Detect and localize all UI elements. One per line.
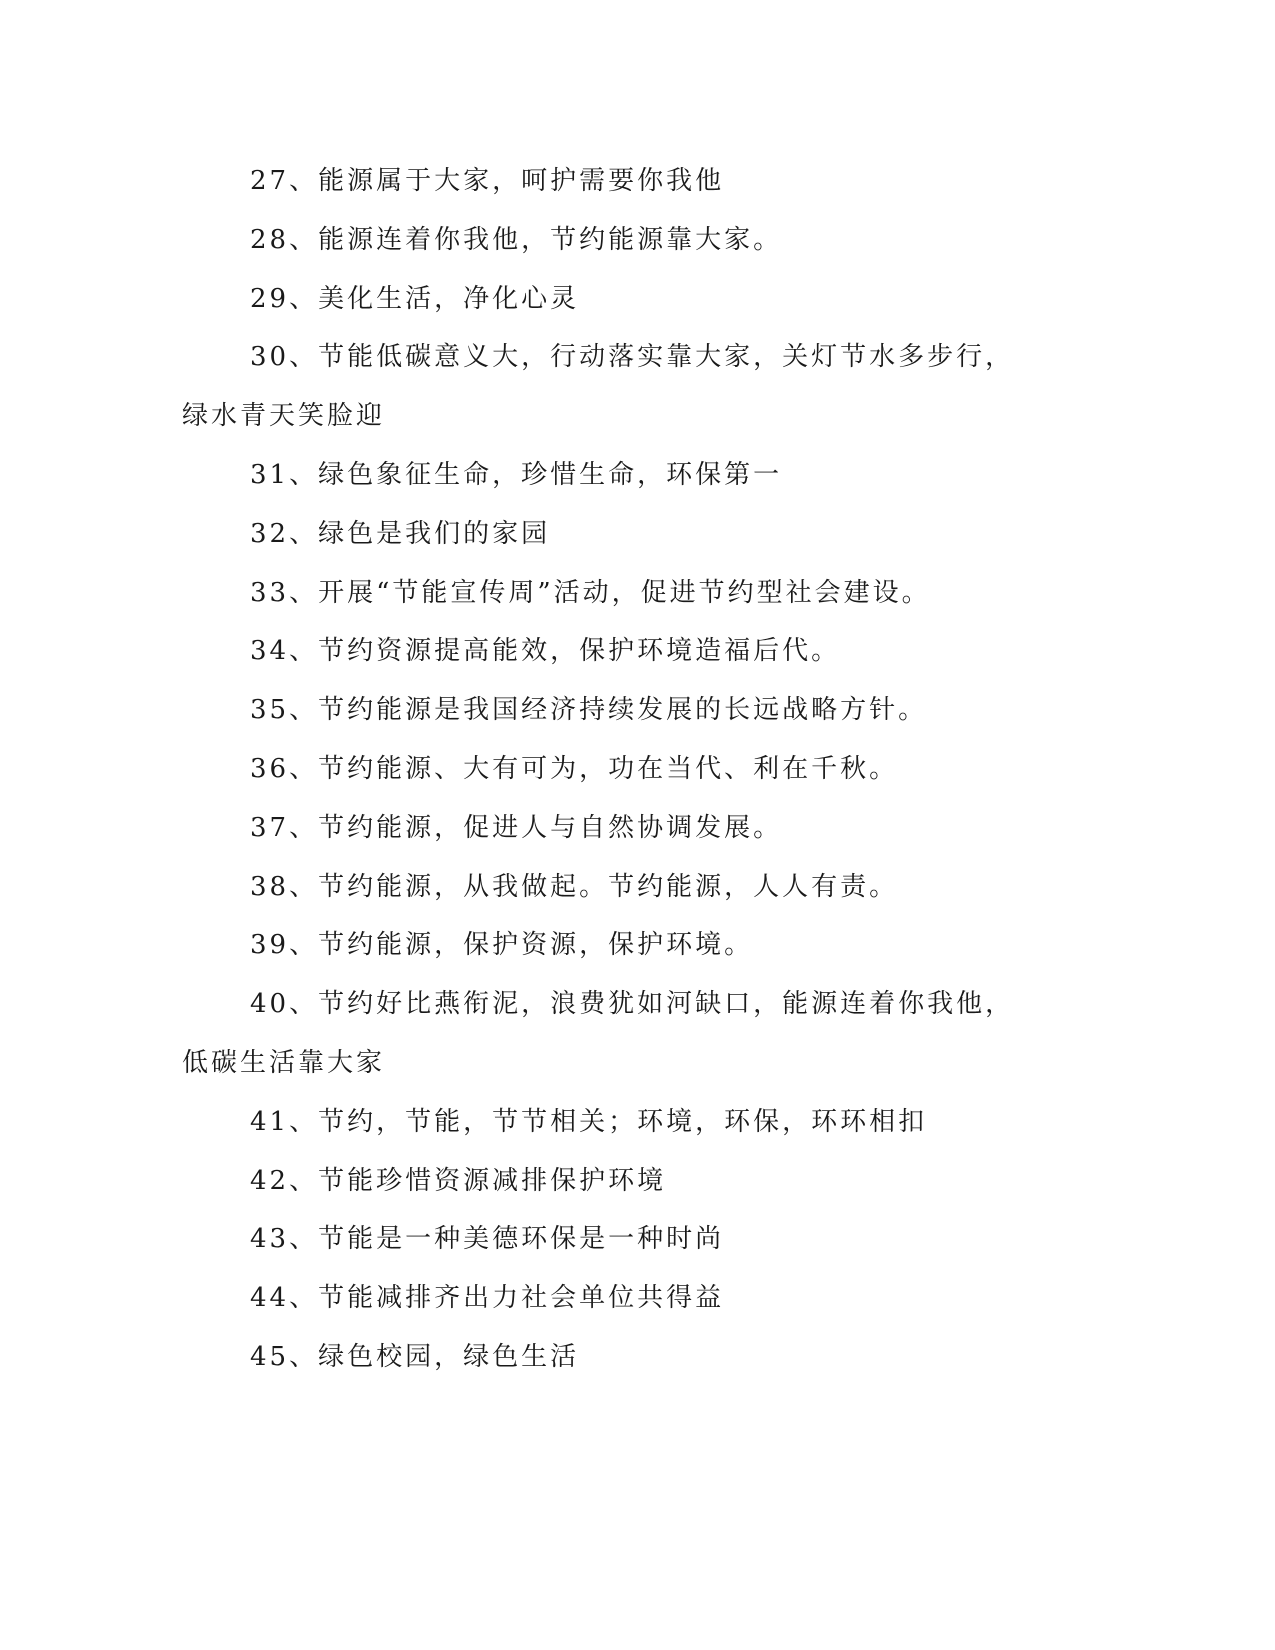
- slogan-item-28: 28、能源连着你我他，节约能源靠大家。: [250, 224, 783, 255]
- slogan-item-42: 42、节能珍惜资源减排保护环境: [250, 1165, 667, 1196]
- slogan-item-40: 40、节约好比燕衔泥，浪费犹如河缺口，能源连着你我他，低碳生活靠大家: [182, 989, 1015, 1078]
- slogan-item-36: 36、节约能源、大有可为，功在当代、利在千秋。: [250, 753, 899, 784]
- slogan-item-37: 37、节约能源，促进人与自然协调发展。: [250, 812, 783, 843]
- slogan-item-39: 39、节约能源，保护资源，保护环境。: [250, 930, 754, 961]
- slogan-item-31: 31、绿色象征生命，珍惜生命，环保第一: [250, 459, 783, 490]
- slogan-item-38: 38、节约能源，从我做起。节约能源，人人有责。: [250, 871, 899, 902]
- slogan-item-43: 43、节能是一种美德环保是一种时尚: [250, 1224, 725, 1255]
- slogan-list: [182, 152, 1032, 1387]
- slogan-item-30: 30、节能低碳意义大，行动落实靠大家，关灯节水多步行，绿水青天笑脸迎: [182, 342, 1015, 432]
- slogan-item-45: 45、绿色校园，绿色生活: [250, 1341, 580, 1372]
- slogan-item-32: 32、绿色是我们的家园: [250, 518, 551, 549]
- slogan-item-29: 29、美化生活，净化心灵: [250, 283, 580, 314]
- slogan-item-33: 33、开展“节能宣传周”活动，促进节约型社会建设。: [250, 577, 931, 608]
- slogan-item-34: 34、节约资源提高能效，保护环境造福后代。: [250, 636, 841, 667]
- slogan-item-35: 35、节约能源是我国经济持续发展的长远战略方针。: [250, 695, 928, 726]
- slogan-item-44: 44、节能减排齐出力社会单位共得益: [250, 1283, 725, 1314]
- slogan-item-27: 27、能源属于大家，呵护需要你我他: [250, 166, 725, 196]
- slogan-item-41: 41、节约，节能，节节相关；环境，环保，环环相扣: [250, 1106, 928, 1137]
